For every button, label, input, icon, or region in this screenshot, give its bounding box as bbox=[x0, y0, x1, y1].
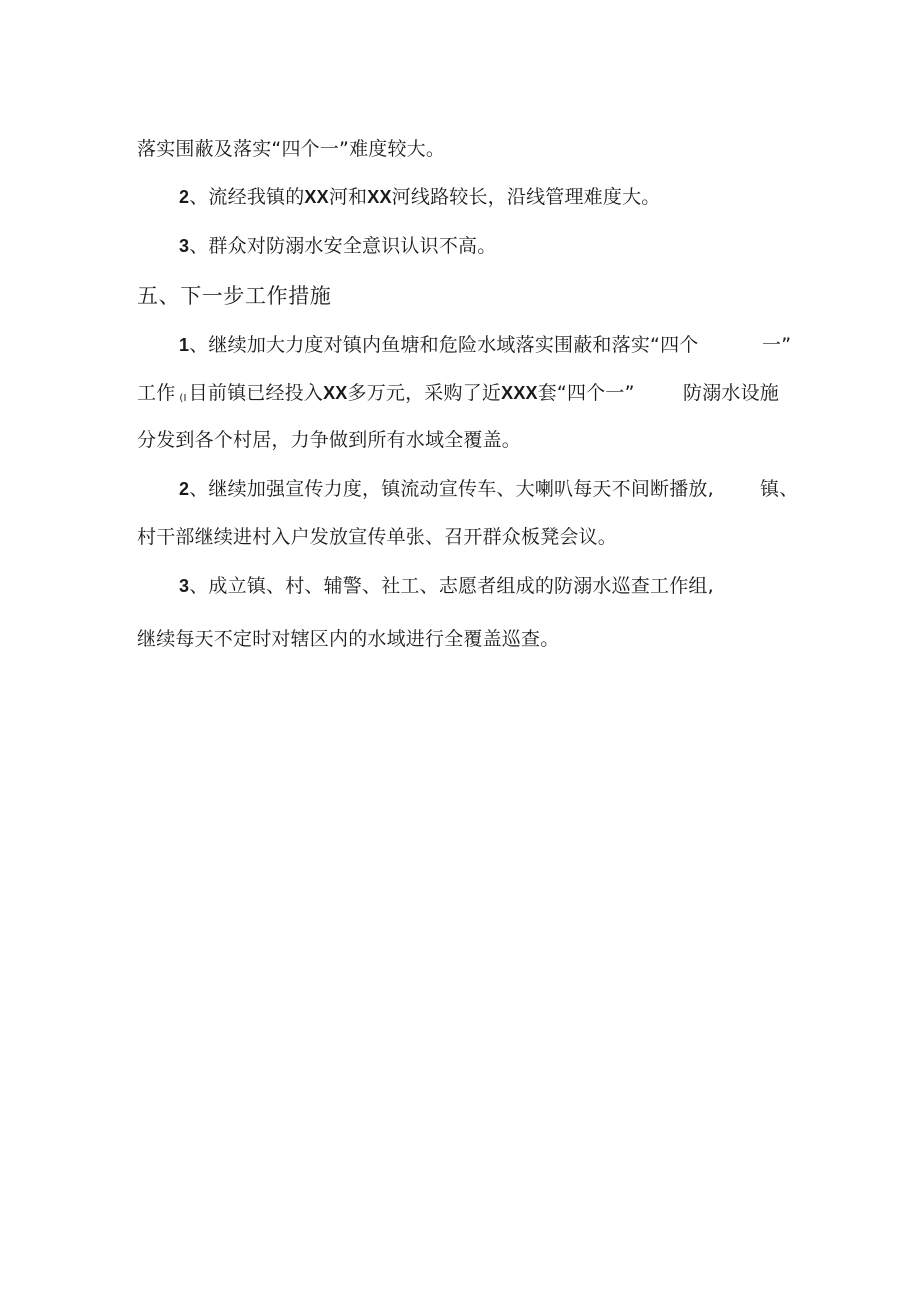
measure-3-line-1 bbox=[179, 574, 714, 598]
item-text: 、群众对防溺水安全意识认识不高。 bbox=[189, 235, 497, 257]
measure-2-line-1-end bbox=[760, 477, 798, 501]
item-text: 防溺水设施 bbox=[683, 382, 780, 404]
item-text: 、继续加强宣传力度，镇流动宣传车、大喇叭每天不间断播放, bbox=[189, 478, 714, 500]
item-number: 2 bbox=[179, 479, 190, 499]
problem-item-2 bbox=[179, 185, 660, 209]
item-text: 、流经我镇的 bbox=[189, 186, 305, 208]
placeholder-amount: XX bbox=[323, 383, 348, 403]
item-text: 目前镇已经投入 bbox=[188, 382, 324, 404]
item-number: 3 bbox=[179, 576, 190, 596]
problem-item-3 bbox=[179, 234, 496, 258]
paragraph-continuation bbox=[137, 137, 445, 161]
item-text: 多万元，采购了近 bbox=[347, 382, 502, 404]
stray-mark: (I bbox=[179, 393, 187, 404]
item-text: 套“四个一” bbox=[537, 382, 635, 404]
measure-1-line-1 bbox=[179, 333, 698, 357]
measure-1-line-1-end bbox=[762, 333, 791, 357]
item-text: 、成立镇、村、辅警、社工、志愿者组成的防溺水巡查工作组, bbox=[189, 575, 714, 597]
item-text: 、继续加大力度对镇内鱼塘和危险水域落实围蔽和落实“四个 bbox=[189, 334, 699, 356]
measure-2-line-2 bbox=[137, 525, 617, 549]
item-text: 镇、 bbox=[760, 478, 799, 500]
item-number: 1 bbox=[179, 335, 190, 355]
continuation-text: 落实围蔽及落实“四个一”难度较大。 bbox=[137, 138, 446, 160]
section-heading: 五、下一步工作措施 bbox=[137, 284, 332, 308]
item-text: 河和 bbox=[328, 186, 368, 208]
measure-1-line-2-end bbox=[683, 381, 779, 405]
measure-1-line-3 bbox=[137, 428, 521, 452]
placeholder-count: XXX bbox=[501, 383, 538, 403]
measure-3-line-2 bbox=[137, 627, 559, 651]
measure-2-line-1 bbox=[179, 477, 714, 501]
item-text: 一” bbox=[762, 334, 792, 356]
measure-1-line-2 bbox=[137, 381, 635, 411]
item-text: 村干部继续进村入户发放宣传单张、召开群众板凳会议。 bbox=[137, 526, 618, 548]
item-text: 工作 bbox=[137, 382, 176, 404]
placeholder-river-name: XX bbox=[304, 187, 329, 207]
item-text: 河线路较长，沿线管理难度大。 bbox=[391, 186, 661, 208]
item-number: 3 bbox=[179, 236, 190, 256]
placeholder-river-name: XX bbox=[367, 187, 392, 207]
item-text: 继续每天不定时对辖区内的水域进行全覆盖巡查。 bbox=[137, 628, 560, 650]
item-number: 2 bbox=[179, 187, 190, 207]
item-text: 分发到各个村居，力争做到所有水域全覆盖。 bbox=[137, 429, 522, 451]
